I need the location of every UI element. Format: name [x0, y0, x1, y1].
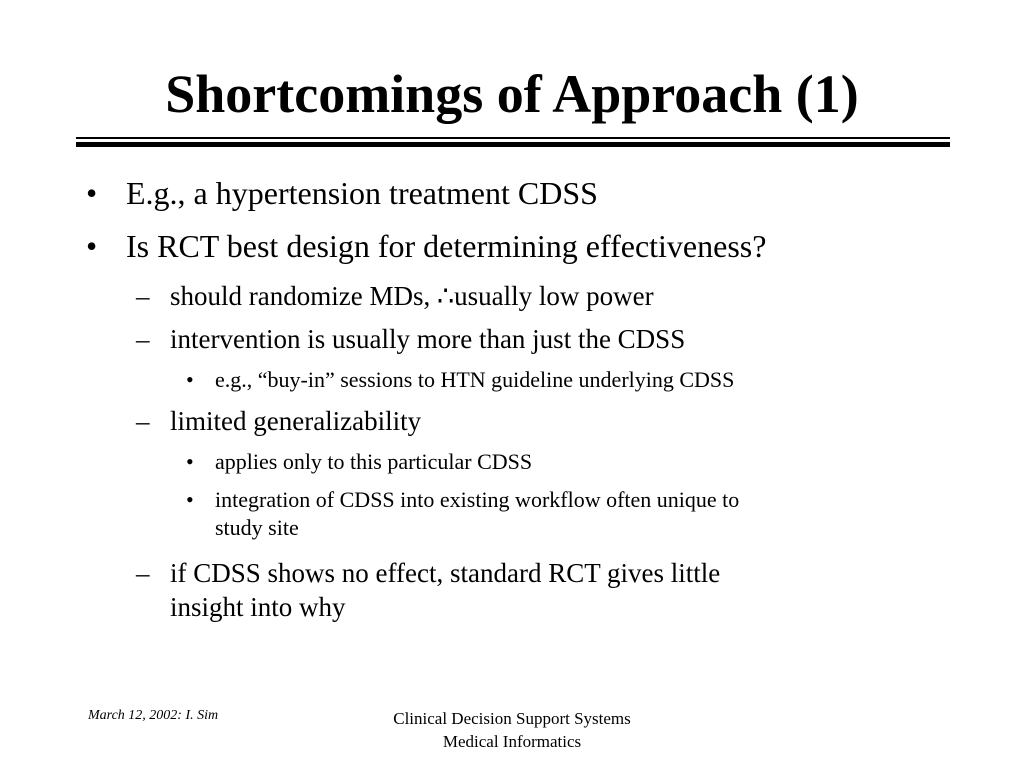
title-divider-thick — [76, 142, 950, 147]
bullet-marker: • — [86, 228, 98, 264]
sub-bullet-item — [136, 322, 685, 356]
sub-sub-bullet-text: e.g., “buy-in” sessions to HTN guideline underlying CDSS — [215, 367, 735, 392]
text-line: insight into why — [170, 592, 346, 622]
sub-bullet-item — [136, 279, 654, 313]
sub-sub-bullet-item — [186, 486, 739, 542]
footer-date-author: March 12, 2002: I. Sim — [88, 708, 219, 723]
footer-course-subtitle: Medical Informatics — [442, 732, 582, 751]
sub-sub-bullet-text — [215, 486, 739, 542]
dash-marker: – — [136, 281, 150, 311]
sub-sub-bullet-item — [186, 448, 532, 476]
sub-bullet-text — [170, 556, 720, 624]
dash-marker: – — [136, 406, 150, 436]
text-line: study site — [215, 515, 299, 540]
sub-bullet-text: limited generalizability — [170, 406, 422, 436]
dash-marker: – — [136, 324, 150, 354]
bullet-marker: • — [186, 449, 194, 474]
footer-course-title: Clinical Decision Support Systems — [393, 709, 631, 728]
sub-bullet-text: should randomize MDs, ∴usually low power — [170, 281, 654, 311]
bullet-marker: • — [186, 367, 194, 392]
sub-bullet-text: intervention is usually more than just the CDSS — [170, 324, 686, 354]
bullet-marker: • — [86, 175, 98, 211]
footer-course — [362, 707, 662, 753]
dash-marker: – — [136, 558, 150, 588]
text-line: if CDSS shows no effect, standard RCT gives little — [170, 558, 721, 588]
sub-bullet-item — [136, 556, 720, 624]
title-divider-thin — [76, 137, 950, 139]
bullet-text: Is RCT best design for determining effectiveness? — [126, 228, 767, 264]
sub-bullet-item — [136, 404, 421, 438]
bullet-marker: • — [186, 487, 194, 512]
slide-title: Shortcomings of Approach (1) — [165, 64, 859, 124]
bullet-item — [86, 227, 766, 265]
text-line: integration of CDSS into existing workflow often unique to — [215, 487, 740, 512]
sub-sub-bullet-item — [186, 366, 734, 394]
bullet-text: E.g., a hypertension treatment CDSS — [126, 175, 598, 211]
bullet-item — [86, 174, 598, 212]
sub-sub-bullet-text: applies only to this particular CDSS — [215, 449, 533, 474]
